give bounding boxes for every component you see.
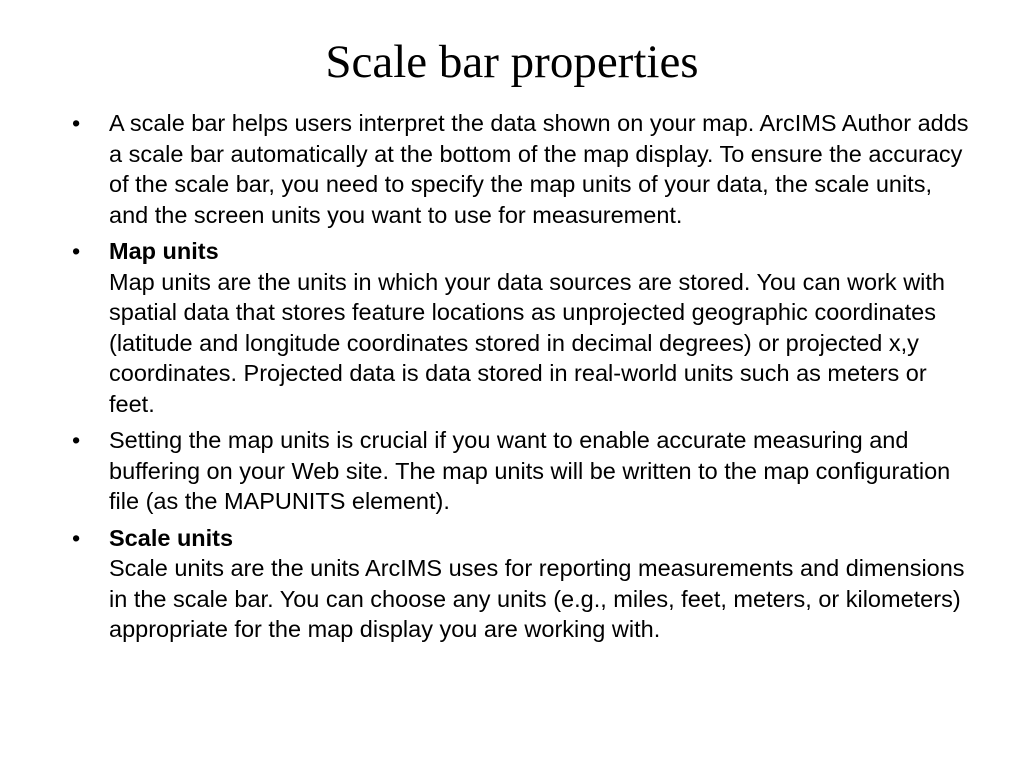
bullet-item-map-units bbox=[70, 236, 970, 419]
bullet-item-scale-bar-intro bbox=[70, 108, 970, 230]
bullet-item-setting-map-units bbox=[70, 425, 970, 517]
bullet-item-scale-units bbox=[70, 523, 970, 645]
bullet-text: Setting the map units is crucial if you want to enable accurate measuring and buffering on your Web site. The map units will be written to the map configuration file (as the MAPUNITS element). bbox=[109, 427, 951, 514]
bullet-text: Scale units are the units ArcIMS uses for reporting measurements and dimensions in the scale bar. You can choose any units (e.g., miles, feet, meters, or kilometers) appropriate for the map display you are working with. bbox=[109, 555, 965, 642]
bullet-icon: • bbox=[72, 524, 81, 551]
bullet-heading: Scale units bbox=[109, 524, 234, 551]
bullet-list bbox=[70, 108, 970, 651]
bullet-text: A scale bar helps users interpret the data shown on your map. ArcIMS Author adds a scale bar automatically at the bottom of the map display. To ensure the accuracy of the scale bar, you need to specify the map units of your data, the scale units, and the screen units you want to use for measurement. bbox=[109, 110, 969, 228]
bullet-icon: • bbox=[72, 110, 81, 136]
bullet-icon: • bbox=[72, 238, 81, 264]
slide-title: Scale bar properties bbox=[325, 36, 699, 88]
bullet-text: Map units are the units in which your data sources are stored. You can work with spatial data that stores feature locations as unprojected geographic coordinates (latitude and longitude coordinates stored in decimal degrees) or projected x,y coordinates. Projected data is data stored in real-world units such as meters or feet. bbox=[109, 268, 946, 417]
bullet-icon: • bbox=[72, 427, 81, 453]
bullet-heading: Map units bbox=[109, 238, 219, 264]
